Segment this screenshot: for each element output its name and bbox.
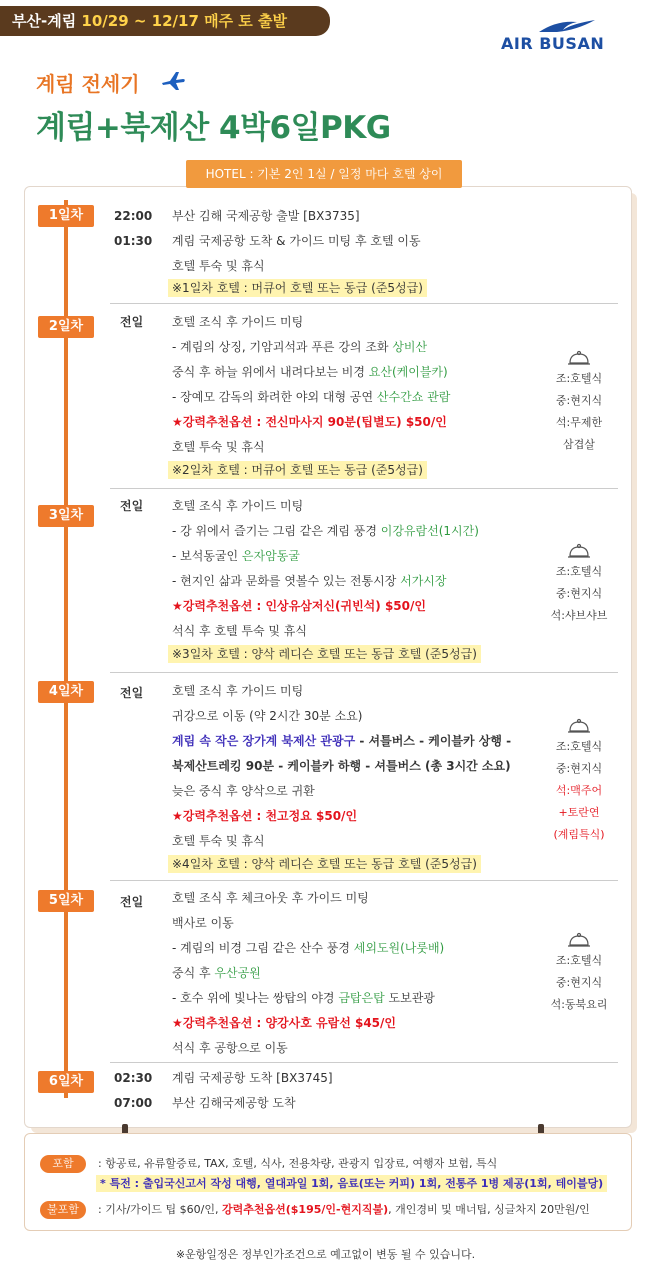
day-3-meals <box>539 561 619 627</box>
airplane-icon <box>160 70 186 92</box>
day-4-line-2: 귀강으로 이동 (약 2시간 30분 소요) <box>172 709 363 723</box>
day-4-time: 전일 <box>120 686 144 700</box>
day-5-option: ★강력추천옵션 : 양강사호 유람선 $45/인 <box>172 1016 396 1030</box>
day-1-line-2: 계림 국제공항 도착 & 가이드 미팅 후 호텔 이동 <box>172 234 421 248</box>
exclude-text: : 기사/가이드 팁 $60/인, 강력추천옵션($195/인-현지직불), 개인경비 및 매너팁, 싱글차지 20만원/인 <box>98 1203 590 1216</box>
route-label: 부산-계림 <box>12 12 77 30</box>
divider <box>110 488 618 489</box>
include-label: 포함 <box>40 1155 86 1173</box>
day-4-line-4: 북제산트레킹 90분 - 케이블카 하행 - 셔틀버스 (총 3시간 소요) <box>172 759 511 773</box>
day-6-badge: 6일차 <box>38 1071 94 1093</box>
day-4-line-7: 호텔 투숙 및 휴식 <box>172 834 265 848</box>
cloche-icon <box>568 718 590 734</box>
day-2-line-4: - 장예모 감독의 화려한 야외 대형 공연 산수간쇼 관람 <box>172 390 451 404</box>
divider <box>110 880 618 881</box>
meal-lunch: 중:현지식 <box>555 394 603 407</box>
day-2-line-6: 호텔 투숙 및 휴식 <box>172 440 265 454</box>
meal-dinner-detail: +토란연 <box>558 806 600 819</box>
day-6-line-2: 부산 김해국제공항 도착 <box>172 1096 296 1110</box>
include-text: : 항공료, 유류할증료, TAX, 호텔, 식사, 전용차량, 관광지 입장료, 여행자 보험, 특식 <box>98 1157 498 1170</box>
day-2-option: ★강력추천옵션 : 전신마사지 90분(팁별도) $50/인 <box>172 415 447 429</box>
cloche-icon <box>568 350 590 366</box>
divider <box>110 672 618 673</box>
tour-highlight: 계림 속 작은 장가계 북제산 관광구 <box>172 734 356 748</box>
day-2-badge: 2일차 <box>38 316 94 338</box>
day-2-line-3: 중식 후 하늘 위에서 내려다보는 비경 요산(케이블카) <box>172 365 448 379</box>
divider <box>110 1062 618 1063</box>
day-6-time-2: 07:00 <box>114 1096 153 1110</box>
logo-bird-icon <box>537 18 597 34</box>
day-4-line-5: 늦은 중식 후 양삭으로 귀환 <box>172 784 315 798</box>
hotel-banner: HOTEL : 기본 2인 1실 / 일정 마다 호텔 상이 <box>186 160 462 188</box>
day-3-line-6: 석식 후 호텔 투숙 및 휴식 <box>172 624 307 638</box>
day-3-option: ★강력추천옵션 : 인상유삼저신(귀빈석) $50/인 <box>172 599 426 613</box>
day-2-line-2: - 계림의 상징, 기암괴석과 푸른 강의 조화 상비산 <box>172 340 428 354</box>
schedule-notice: ※운항일정은 정부인가조건으로 예고없이 변동 될 수 있습니다. <box>175 1248 476 1261</box>
day-1-line-1: 부산 김해 국제공항 출발 [BX3735] <box>172 209 360 223</box>
sightseeing-highlight: 세외도원(나룻배) <box>353 941 445 955</box>
sightseeing-highlight: 은자암동굴 <box>241 549 300 563</box>
day-5-meals <box>539 950 619 1016</box>
day-5-line-4: 중식 후 우산공원 <box>172 966 261 980</box>
day-5-line-5: - 호수 위에 빛나는 쌍탑의 야경 금탑은탑 도보관광 <box>172 991 435 1005</box>
day-2-time: 전일 <box>120 315 144 329</box>
meal-dinner: 석:샤브샤브 <box>550 609 608 622</box>
day-4-badge: 4일차 <box>38 681 94 703</box>
day-5-time: 전일 <box>120 895 144 909</box>
meal-dinner: 석:동북요리 <box>550 998 608 1011</box>
day-3-time: 전일 <box>120 499 144 513</box>
day-2-hotel-note: ※2일차 호텔 : 머큐어 호텔 또는 동급 (준5성급) <box>168 461 427 479</box>
day-5-line-7: 석식 후 공항으로 이동 <box>172 1041 288 1055</box>
day-4-hotel-note: ※4일차 호텔 : 양삭 레디슨 호텔 또는 동급 호텔 (준5성급) <box>168 855 481 873</box>
day-1-hotel-note: ※1일차 호텔 : 머큐어 호텔 또는 동급 (준5성급) <box>168 279 427 297</box>
meal-lunch: 중:현지식 <box>555 762 603 775</box>
meal-dinner-detail: 삼겹살 <box>563 438 595 451</box>
day-1-time-1: 22:00 <box>114 209 153 223</box>
day-6-line-1: 계림 국제공항 도착 [BX3745] <box>172 1071 333 1085</box>
sightseeing-highlight: 금탑은탑 <box>338 991 385 1005</box>
departure-tag <box>0 6 330 36</box>
day-3-line-4: - 현지인 삶과 문화를 엿볼수 있는 전통시장 서가시장 <box>172 574 447 588</box>
day-4-meals <box>539 736 619 846</box>
exclude-label: 불포함 <box>40 1201 86 1219</box>
day-4-line-1: 호텔 조식 후 가이드 미팅 <box>172 684 304 698</box>
sightseeing-highlight: 상비산 <box>392 340 428 354</box>
meal-dinner: 석:무제한 <box>555 416 603 429</box>
meal-breakfast: 조:호텔식 <box>555 565 603 578</box>
day-1-time-2: 01:30 <box>114 234 153 248</box>
day-2-line-1: 호텔 조식 후 가이드 미팅 <box>172 315 304 329</box>
day-4-line-3: 계림 속 작은 장가계 북제산 관광구 - 셔틀버스 - 케이블카 상행 - <box>172 734 512 748</box>
day-1-badge: 1일차 <box>38 205 94 227</box>
day-3-line-2: - 강 위에서 즐기는 그림 같은 계림 풍경 이강유람선(1시간) <box>172 524 479 538</box>
meal-special: (계림특식) <box>553 828 605 841</box>
divider <box>110 303 618 304</box>
day-5-badge: 5일차 <box>38 890 94 912</box>
sightseeing-highlight: 산수간쇼 관람 <box>376 390 451 404</box>
sightseeing-highlight: 서가시장 <box>400 574 447 588</box>
air-busan-logo <box>501 18 611 58</box>
subtitle: 계림 전세기 <box>36 72 140 96</box>
sightseeing-highlight: 이강유람선(1시간) <box>380 524 479 538</box>
day-2-meals <box>539 368 619 456</box>
day-3-badge: 3일차 <box>38 505 94 527</box>
day-3-line-1: 호텔 조식 후 가이드 미팅 <box>172 499 304 513</box>
day-6-time-1: 02:30 <box>114 1071 153 1085</box>
meal-lunch: 중:현지식 <box>555 587 603 600</box>
dates-label: 10/29 ~ 12/17 매주 토 출발 <box>81 12 288 30</box>
day-5-line-3: - 계림의 비경 그림 같은 산수 풍경 세외도원(나룻배) <box>172 941 445 955</box>
cloche-icon <box>568 932 590 948</box>
special-benefits: * 특전 : 출입국신고서 작성 대행, 열대과일 1회, 음료(또는 커피) 1회, 전통주 1병 제공(1회, 테이블당) <box>96 1175 607 1192</box>
page-title: 계림+북제산 4박6일PKG <box>36 110 391 146</box>
exclude-option: 강력추천옵션($195/인-현지직불) <box>221 1203 389 1216</box>
logo-text: AIR BUSAN <box>501 34 605 53</box>
day-3-line-3: - 보석동굴인 은자암동굴 <box>172 549 300 563</box>
day-1-line-3: 호텔 투숙 및 휴식 <box>172 259 265 273</box>
sightseeing-highlight: 요산(케이블카) <box>368 365 448 379</box>
meal-breakfast: 조:호텔식 <box>555 372 603 385</box>
meal-breakfast: 조:호텔식 <box>555 740 603 753</box>
day-5-line-1: 호텔 조식 후 체크아웃 후 가이드 미팅 <box>172 891 369 905</box>
meal-dinner: 석:맥주어 <box>555 784 603 797</box>
meal-breakfast: 조:호텔식 <box>555 954 603 967</box>
cloche-icon <box>568 543 590 559</box>
sightseeing-highlight: 우산공원 <box>214 966 261 980</box>
meal-lunch: 중:현지식 <box>555 976 603 989</box>
day-5-line-2: 백사로 이동 <box>172 916 234 930</box>
day-3-hotel-note: ※3일차 호텔 : 양삭 레디슨 호텔 또는 동급 호텔 (준5성급) <box>168 645 481 663</box>
day-4-option: ★강력추천옵션 : 천고정요 $50/인 <box>172 809 358 823</box>
